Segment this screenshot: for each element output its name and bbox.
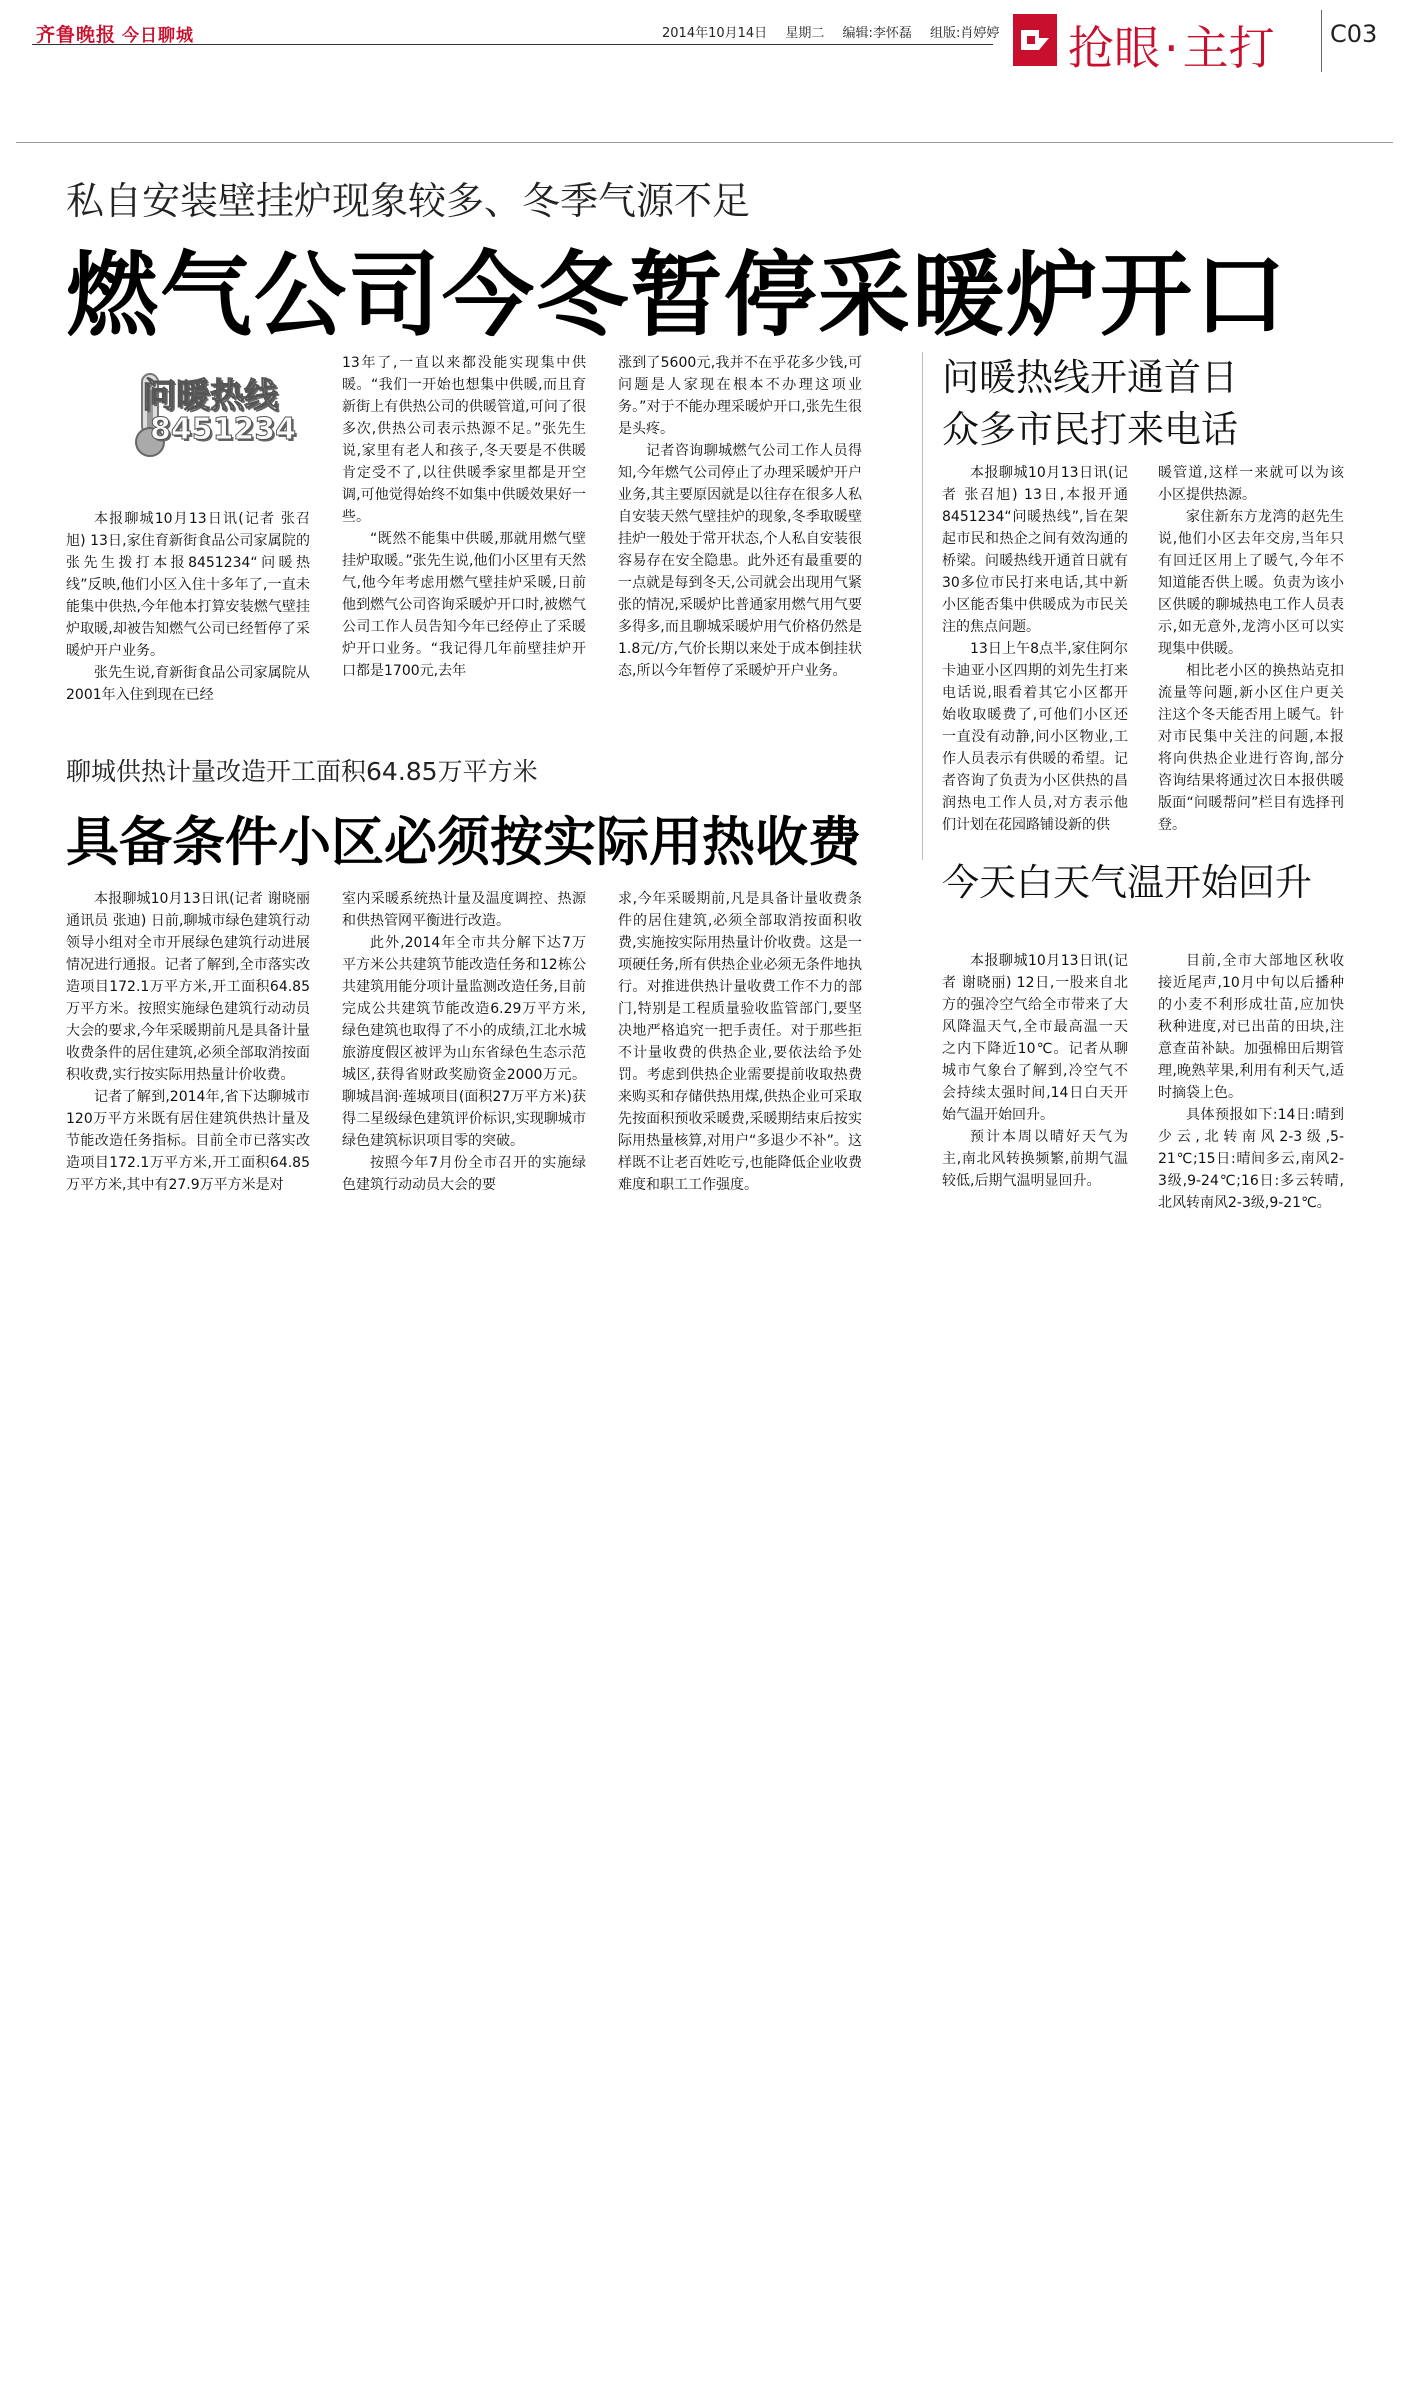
paragraph: 13日上午8点半,家住阿尔卡迪亚小区四期的刘先生打来电话说,眼看着其它小区都开始收取暖费了,可他们小区还一直没有动静,问小区物业,工作人员表示有供暖的希望。记者咨询了负责为小区供热的昌润热电工作人员,对方表示他们计划在花园路铺设新的供 [942,641,1128,833]
paragraph: 记者了解到,2014年,省下达聊城市120万平方米既有居住建筑供热计量及节能改造任务指标。目前全市已落实改造项目172.1万平方米,开工面积64.85万平方米,其中有27.9万平方米是对 [66,1089,310,1193]
paragraph: 具体预报如下:14日:晴到少云,北转南风2-3级,5-21℃;15日:晴间多云,南风2-3级,9-24℃;16日:多云转晴,北风转南风2-3级,9-21℃。 [1158,1107,1344,1211]
hotline-title: 问暖热线 [142,376,278,416]
paragraph: 相比老小区的换热站克扣流量等问题,新小区住户更关注这个冬天能否用上暖气。针对市民集中关注的问题,本报将向供热企业进行咨询,部分咨询结果将通过次日本报供暖版面“问暖帮问”栏目有选择刊登。 [1158,663,1344,833]
article1-headline: 燃气公司今冬暂停采暖炉开口 [66,242,1289,349]
paragraph: 本报聊城10月13日讯(记者 谢晓丽 通讯员 张迪) 日前,聊城市绿色建筑行动领导小组对全市开展绿色建筑行动进展情况进行通报。记者了解到,全市落实改造项目172.1万平方米,开工面积64.85万平方米。按照实施绿色建筑行动动员大会的要求,今年采暖期前凡是具备计量收费条件的居住建筑,必须全部取消按面积收费,实行按实际用热量计价收费。 [66,891,310,1083]
editor-credit: 编辑:李怀磊 [842,26,912,41]
masthead-rule [32,44,993,45]
article1-column-2 [342,352,586,682]
article3-headline-line2: 众多市民打来电话 [942,408,1238,451]
article1-kicker: 私自安装壁挂炉现象较多、冬季气源不足 [66,179,751,223]
article2-column-2 [342,888,586,1196]
paper-name: 齐鲁晚报 [36,24,117,46]
issue-weekday: 星期二 [785,26,825,41]
section-main: 抢眼 [1068,21,1160,75]
page-number: C03 [1330,20,1378,48]
newspaper-logo [36,20,194,47]
article2-column-3 [618,888,862,1196]
paragraph: 张先生说,育新街食品公司家属院从2001年入住到现在已经 [66,665,310,703]
paragraph: 本报聊城10月13日讯(记者 张召旭) 13日,家住育新街食品公司家属院的张先生拨打本报8451234“问暖热线”反映,他们小区入住十多年了,一直未能集中供热,今年他本打算安装燃气壁挂炉取暖,却被告知燃气公司已经暂停了采暖炉开户业务。 [66,511,310,659]
article1-column-1 [66,508,310,706]
paragraph: 室内采暖系统热计量及温度调控、热源和供热管网平衡进行改造。 [342,891,586,929]
paragraph: 本报聊城10月13日讯(记者 谢晓丽) 12日,一股来自北方的强冷空气给全市带来了大风降温天气,全市最高温一天之内下降近10℃。记者从聊城市气象台了解到,冷空气不会持续太强时间,14日白天开始气温开始回升。 [942,953,1128,1123]
article3-column-2 [1158,462,1344,836]
issue-date: 2014年10月14日 [662,26,768,41]
article1-column-3 [618,352,862,682]
hotline-logo [120,360,360,460]
page-divider [1321,10,1322,72]
paragraph: 此外,2014年全市共分解下达7万平方米公共建筑节能改造任务和12栋公共建筑用能分项计量监测改造任务,目前完成公共建筑节能改造6.29万平方米,绿色建筑也取得了不小的成绩,江北水城旅游度假区被评为山东省绿色生态示范城区,获得省财政奖励资金2000万元。聊城昌润·莲城项目(面积27万平方米)获得二星级绿色建筑评价标识,实现聊城市绿色建筑标识项目零的突破。 [342,935,586,1149]
section-sub: 主打 [1182,21,1275,75]
section-flag-icon [1013,14,1057,66]
paragraph: 家住新东方龙湾的赵先生说,他们小区去年交房,当年只有回迁区用上了暖气,今年不知道能否供上暖。负责为该小区供暖的聊城热电工作人员表示,如无意外,龙湾小区可以实现集中供暖。 [1158,509,1344,657]
issue-meta [662,22,1013,41]
article3-headline-line1: 问暖热线开通首日 [942,356,1238,399]
paragraph: 目前,全市大部地区秋收接近尾声,10月中旬以后播种的小麦不利形成壮苗,应加快秋种进度,对已出苗的田块,注意查苗补缺。加强棉田后期管理,晚熟苹果,利用有利天气,适时摘袋上色。 [1158,953,1344,1101]
paragraph: 按照今年7月份全市召开的实施绿色建筑行动动员大会的要 [342,1155,586,1193]
article4-headline: 今天白天气温开始回升 [942,861,1312,904]
paragraph: 求,今年采暖期前,凡是具备计量收费条件的居住建筑,必须全部取消按面积收费,实施按实际用热量计价收费。这是一项硬任务,所有供热企业必须无条件地执行。对推进供热计量收费工作不力的部门,特别是工程质量验收监管部门,要坚决地严格追究一把手责任。对于那些拒不计量收费的供热企业,要依法给予处罚。考虑到供热企业需要提前收取热费来购买和存储供热用煤,供热企业可采取先按面积预收采暖费,采暖期结束后按实际用热量核算,对用户“多退少不补”。这样既不让老百姓吃亏,也能降低企业收费难度和职工工作强度。 [618,891,862,1193]
article2-headline: 具备条件小区必须按实际用热收费 [66,812,861,873]
paragraph: 暖管道,这样一来就可以为该小区提供热源。 [1158,465,1344,503]
article3-headline [942,352,1238,456]
article3-column-1 [942,462,1128,836]
paragraph: 记者咨询聊城燃气公司工作人员得知,今年燃气公司停止了办理采暖炉开户业务,其主要原因就是以往存在很多人私自安装天然气壁挂炉的现象,冬季取暖壁挂炉一般处于常开状态,个人私自安装很容易存在安全隐患。此外还有最重要的一点就是每到冬天,公司就会出现用气紧张的情况,采暖炉比普通家用燃气用气要多得多,而且聊城采暖炉用气价格仍然是1.8元/方,气价长期以来处于成本倒挂状态,所以今年暂停了采暖炉开户业务。 [618,443,862,679]
layout-credit: 组版:肖婷婷 [930,26,1000,41]
paragraph: 本报聊城10月13日讯(记者 张召旭) 13日,本报开通8451234“问暖热线”,旨在架起市民和热企之间有效沟通的桥梁。问暖热线开通首日就有30多位市民打来电话,其中新小区能否集中供暖成为市民关注的焦点问题。 [942,465,1128,635]
hotline-number: 8451234 [150,412,297,447]
paragraph: 涨到了5600元,我并不在乎花多少钱,可问题是人家现在根本不办理这项业务。”对于不能办理采暖炉开口,张先生很是头疼。 [618,355,862,437]
paragraph: 13年了,一直以来都没能实现集中供暖。“我们一开始也想集中供暖,而且育新街上有供热公司的供暖管道,可问了很多次,供热公司表示热源不足。”张先生说,家里有老人和孩子,冬天要是不供暖肯定受不了,以往供暖季家里都是开空调,可他觉得始终不如集中供暖效果好一些。 [342,355,586,525]
edition-name: 今日聊城 [122,26,195,46]
article2-kicker: 聊城供热计量改造开工面积64.85万平方米 [66,757,538,786]
column-rule [922,352,923,860]
article2-column-1 [66,888,310,1196]
section-title: 抢眼·主打 [1068,21,1275,75]
paragraph: 预计本周以晴好天气为主,南北风转换频繁,前期气温较低,后期气温明显回升。 [942,1129,1128,1189]
article4-column-2 [1158,950,1344,1214]
page-rule [16,142,1393,143]
paragraph: “既然不能集中供暖,那就用燃气壁挂炉取暖。”张先生说,他们小区里有天然气,他今年考虑用燃气壁挂炉采暖,日前他到燃气公司咨询采暖炉开口时,被燃气公司工作人员告知今年已经停止了采暖炉开口业务。“我记得几年前壁挂炉开口都是1700元,去年 [342,531,586,679]
article4-column-1 [942,950,1128,1192]
